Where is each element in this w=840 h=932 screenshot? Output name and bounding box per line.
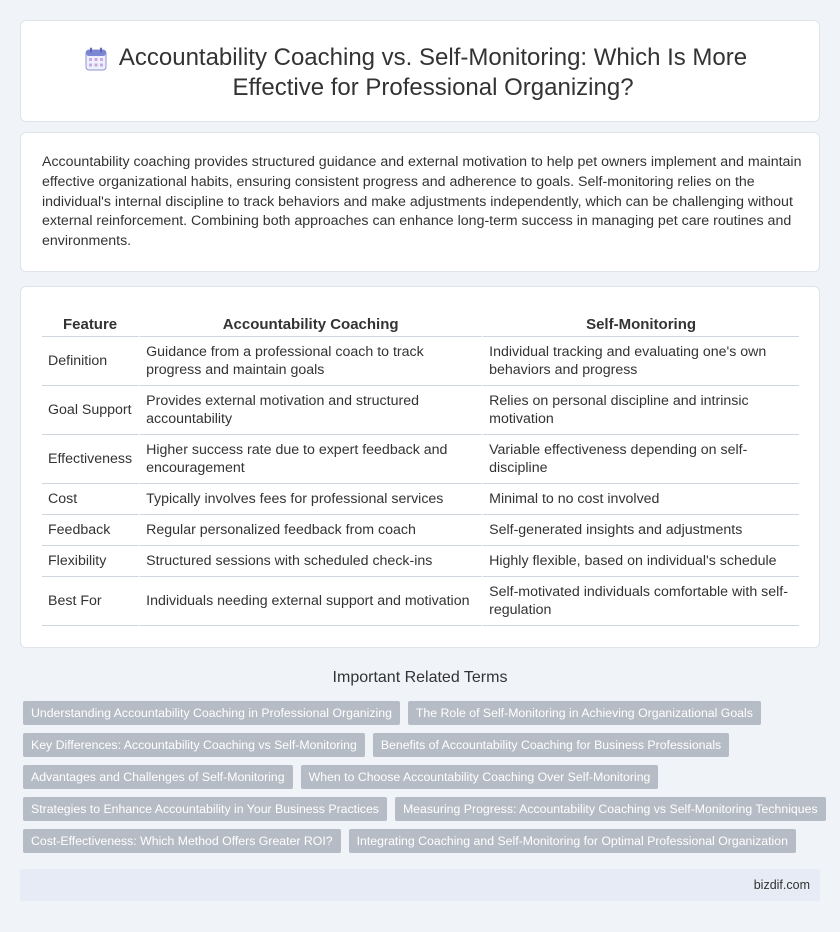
coaching-cell: Provides external motivation and structured accountability xyxy=(140,386,483,435)
related-terms-heading: Important Related Terms xyxy=(332,669,508,686)
comparison-card xyxy=(20,286,820,648)
feature-cell: Feedback xyxy=(42,515,140,546)
column-header-self-monitoring: Self-Monitoring xyxy=(483,315,799,337)
related-term-link[interactable]: The Role of Self-Monitoring in Achieving Organizational Goals xyxy=(408,701,761,725)
self-monitoring-cell: Individual tracking and evaluating one's own behaviors and progress xyxy=(483,337,799,386)
related-terms-row xyxy=(23,765,823,789)
self-monitoring-cell: Minimal to no cost involved xyxy=(483,484,799,515)
related-term-link[interactable]: When to Choose Accountability Coaching Over Self-Monitoring xyxy=(301,765,659,789)
feature-cell: Flexibility xyxy=(42,546,140,577)
coaching-cell: Structured sessions with scheduled check-ins xyxy=(140,546,483,577)
feature-cell: Goal Support xyxy=(42,386,140,435)
column-header-accountability-coaching: Accountability Coaching xyxy=(140,315,483,337)
comparison-table xyxy=(42,315,799,626)
table-row xyxy=(42,546,799,577)
page-title: Accountability Coaching vs. Self-Monitoring: Which Is More Effective for Professional Organizing? xyxy=(118,44,748,101)
related-terms-row xyxy=(23,701,823,725)
related-term-link[interactable]: Understanding Accountability Coaching in Professional Organizing xyxy=(23,701,400,725)
feature-cell: Cost xyxy=(42,484,140,515)
table-row xyxy=(42,515,799,546)
coaching-cell: Higher success rate due to expert feedback and encouragement xyxy=(140,435,483,484)
related-term-link[interactable]: Strategies to Enhance Accountability in Your Business Practices xyxy=(23,797,387,821)
footer-bar xyxy=(20,869,820,901)
related-terms-list xyxy=(23,701,823,861)
site-name[interactable]: bizdif.com xyxy=(753,878,810,892)
related-term-link[interactable]: Benefits of Accountability Coaching for Business Professionals xyxy=(373,733,729,757)
column-header-feature: Feature xyxy=(42,315,140,337)
table-row xyxy=(42,577,799,626)
self-monitoring-cell: Self-generated insights and adjustments xyxy=(483,515,799,546)
self-monitoring-cell: Variable effectiveness depending on self-discipline xyxy=(483,435,799,484)
related-term-link[interactable]: Measuring Progress: Accountability Coaching vs Self-Monitoring Techniques xyxy=(395,797,826,821)
table-row xyxy=(42,337,799,386)
title-card xyxy=(20,20,820,122)
related-term-link[interactable]: Cost-Effectiveness: Which Method Offers Greater ROI? xyxy=(23,829,341,853)
table-row xyxy=(42,386,799,435)
coaching-cell: Regular personalized feedback from coach xyxy=(140,515,483,546)
table-header-row xyxy=(42,315,799,337)
related-terms-row xyxy=(23,797,823,821)
self-monitoring-cell: Highly flexible, based on individual's schedule xyxy=(483,546,799,577)
table-row xyxy=(42,435,799,484)
related-term-link[interactable]: Integrating Coaching and Self-Monitoring for Optimal Professional Organization xyxy=(349,829,796,853)
coaching-cell: Typically involves fees for professional services xyxy=(140,484,483,515)
intro-paragraph: Accountability coaching provides structured guidance and external motivation to help pet owners implement and maintain effective organizational habits, ensuring consistent progress and adherence to goals. Self-monitoring relies on the individual's internal discipline to track behaviors and make adjustments independently, which can be challenging without external reinforcement. Combining both approaches can enhance long-term success in managing pet care routines and environments. xyxy=(42,154,802,250)
coaching-cell: Guidance from a professional coach to track progress and maintain goals xyxy=(140,337,483,386)
feature-cell: Definition xyxy=(42,337,140,386)
related-terms-row xyxy=(23,733,823,757)
related-term-link[interactable]: Advantages and Challenges of Self-Monitoring xyxy=(23,765,293,789)
intro-card xyxy=(20,132,820,272)
feature-cell: Best For xyxy=(42,577,140,626)
feature-cell: Effectiveness xyxy=(42,435,140,484)
related-terms-row xyxy=(23,829,823,853)
self-monitoring-cell: Self-motivated individuals comfortable with self-regulation xyxy=(483,577,799,626)
related-term-link[interactable]: Key Differences: Accountability Coaching vs Self-Monitoring xyxy=(23,733,365,757)
self-monitoring-cell: Relies on personal discipline and intrinsic motivation xyxy=(483,386,799,435)
coaching-cell: Individuals needing external support and motivation xyxy=(140,577,483,626)
table-row xyxy=(42,484,799,515)
